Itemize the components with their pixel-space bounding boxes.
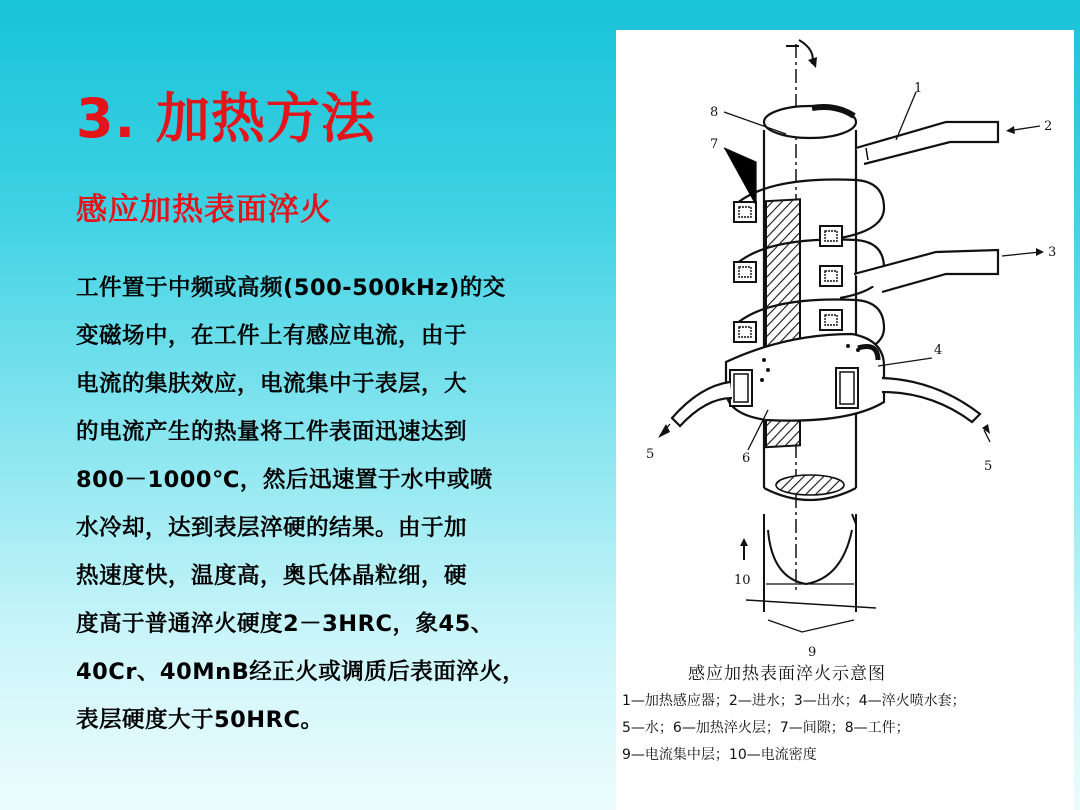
label-3: 3 [1048, 245, 1057, 260]
body-line: 工件置于中频或高频(500-500kHz)的交 [76, 275, 506, 301]
quench-spray-jacket [726, 334, 884, 421]
label-6: 6 [742, 451, 751, 466]
body-line: 800－1000℃，然后迅速置于水中或喷 [76, 467, 493, 493]
legend-line: 9—电流集中层；10—电流密度 [622, 747, 817, 763]
slide-subtitle: 感应加热表面淬火 [76, 192, 332, 228]
label-9: 9 [808, 645, 817, 660]
slide-title: 3. 加热方法 [76, 87, 376, 150]
body-paragraph [76, 264, 612, 744]
legend-line: 5—水；6—加热淬火层；7—间隙；8—工件； [622, 720, 910, 736]
label-5-right: 5 [984, 459, 993, 474]
rotation-arrow-icon [786, 40, 817, 68]
label-5-left: 5 [646, 447, 655, 462]
body-line: 度高于普通淬火硬度2－3HRC，象45、 [76, 611, 494, 637]
label-8: 8 [710, 105, 719, 120]
body-line: 热速度快，温度高，奥氏体晶粒细，硬 [76, 563, 468, 589]
figure-legend [622, 688, 966, 769]
body-line: 变磁场中，在工件上有感应电流，由于 [76, 323, 468, 349]
body-line: 水冷却，达到表层淬硬的结果。由于加 [76, 515, 468, 541]
induction-hardening-diagram [616, 30, 1074, 810]
label-1: 1 [914, 81, 923, 96]
diagram-drawing [616, 30, 1074, 660]
current-density-plot [740, 514, 876, 632]
label-4: 4 [934, 343, 943, 358]
figure-caption: 感应加热表面淬火示意图 [688, 664, 886, 684]
body-line: 表层硬度大于50HRC。 [76, 707, 324, 733]
label-10: 10 [734, 573, 751, 588]
body-line: 的电流产生的热量将工件表面迅速达到 [76, 419, 468, 445]
legend-line: 1—加热感应器；2—进水；3—出水；4—淬火喷水套； [622, 693, 966, 709]
label-7: 7 [710, 137, 719, 152]
label-2: 2 [1044, 119, 1053, 134]
body-line: 电流的集肤效应，电流集中于表层，大 [76, 371, 468, 397]
body-line: 40Cr、40MnB经正火或调质后表面淬火， [76, 659, 526, 685]
